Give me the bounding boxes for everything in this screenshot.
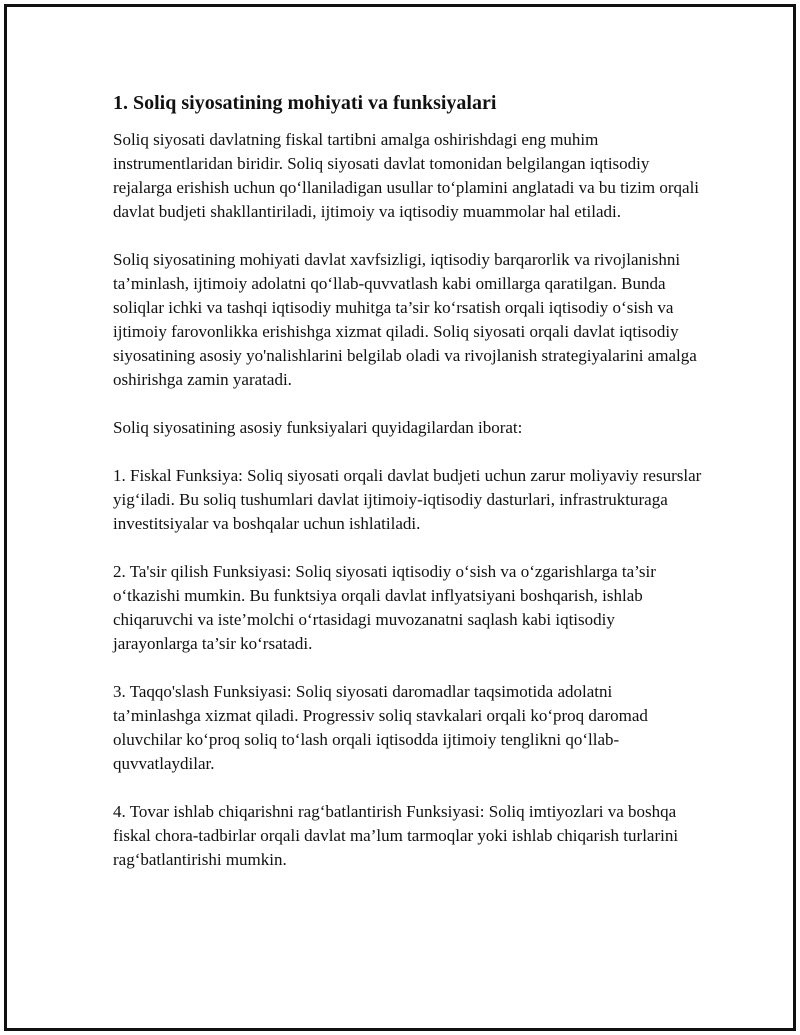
paragraph-function-influence: 2. Ta'sir qilish Funksiyasi: Soliq siyosati iqtisodiy o‘sish va o‘zgarishlarga ta’sir o‘tkazishi mumkin. Bu funktsiya orqali davlat inflyatsiyani boshqarish, ishlab chiqaruvchi va iste’molchi o‘rtasidagi muvozanatni saqlash kabi iqtisodiy jarayonlarga ta’sir ko‘rsatadi.	[113, 562, 656, 653]
paragraph-function-distribution: 3. Taqqo'slash Funksiyasi: Soliq siyosati daromadlar taqsimotida adolatni ta’minlashga xizmat qiladi. Progressiv soliq stavkalari orqali ko‘proq daromad oluvchilar ko‘proq soliq to‘lash orqali iqtisodda ijtimoiy tenglikni qo‘llab-quvvatlaydilar.	[113, 682, 648, 773]
document-body	[113, 90, 703, 896]
paragraph-function-stimulation: 4. Tovar ishlab chiqarishni rag‘batlantirish Funksiyasi: Soliq imtiyozlari va boshqa fiskal chora-tadbirlar orqali davlat ma’lum tarmoqlar yoki ishlab chiqarish turlarini rag‘batlantirishi mumkin.	[113, 802, 679, 869]
paragraph-essence: Soliq siyosatining mohiyati davlat xavfsizligi, iqtisodiy barqarorlik va rivojlanishni ta’minlash, ijtimoiy adolatni qo‘llab-quvvatlash kabi omillarga qaratilgan. Bunda soliqlar ichki va tashqi iqtisodiy muhitga ta’sir ko‘rsatish orqali iqtisodiy o‘sish va ijtimoiy farovonlikka erishishga xizmat qiladi. Soliq siyosati orqali davlat iqtisodiy siyosatining asosiy yo'nalishlarini belgilab oladi va rivojlanish strategiyalarini amalga oshirishga zamin yaratadi.	[113, 250, 697, 389]
paragraph-function-fiscal: 1. Fiskal Funksiya: Soliq siyosati orqali davlat budjeti uchun zarur moliyaviy resurslar yig‘iladi. Bu soliq tushumlari davlat ijtimoiy-iqtisodiy dasturlari, infrastrukturaga investitsiyalar va boshqalar uchun ishlatiladi.	[113, 466, 702, 533]
paragraph-functions-lead: Soliq siyosatining asosiy funksiyalari quyidagilardan iborat:	[113, 418, 523, 437]
paragraph-intro: Soliq siyosati davlatning fiskal tartibni amalga oshirishdagi eng muhim instrumentlaridan biridir. Soliq siyosati davlat tomonidan belgilangan iqtisodiy rejalarga erishish uchun qo‘llaniladigan usullar to‘plamini anglatadi va bu tizim orqali davlat budjeti shakllantiriladi, ijtimoiy va iqtisodiy muammolar hal etiladi.	[113, 130, 700, 221]
section-heading: 1. Soliq siyosatining mohiyati va funksiyalari	[113, 92, 497, 114]
